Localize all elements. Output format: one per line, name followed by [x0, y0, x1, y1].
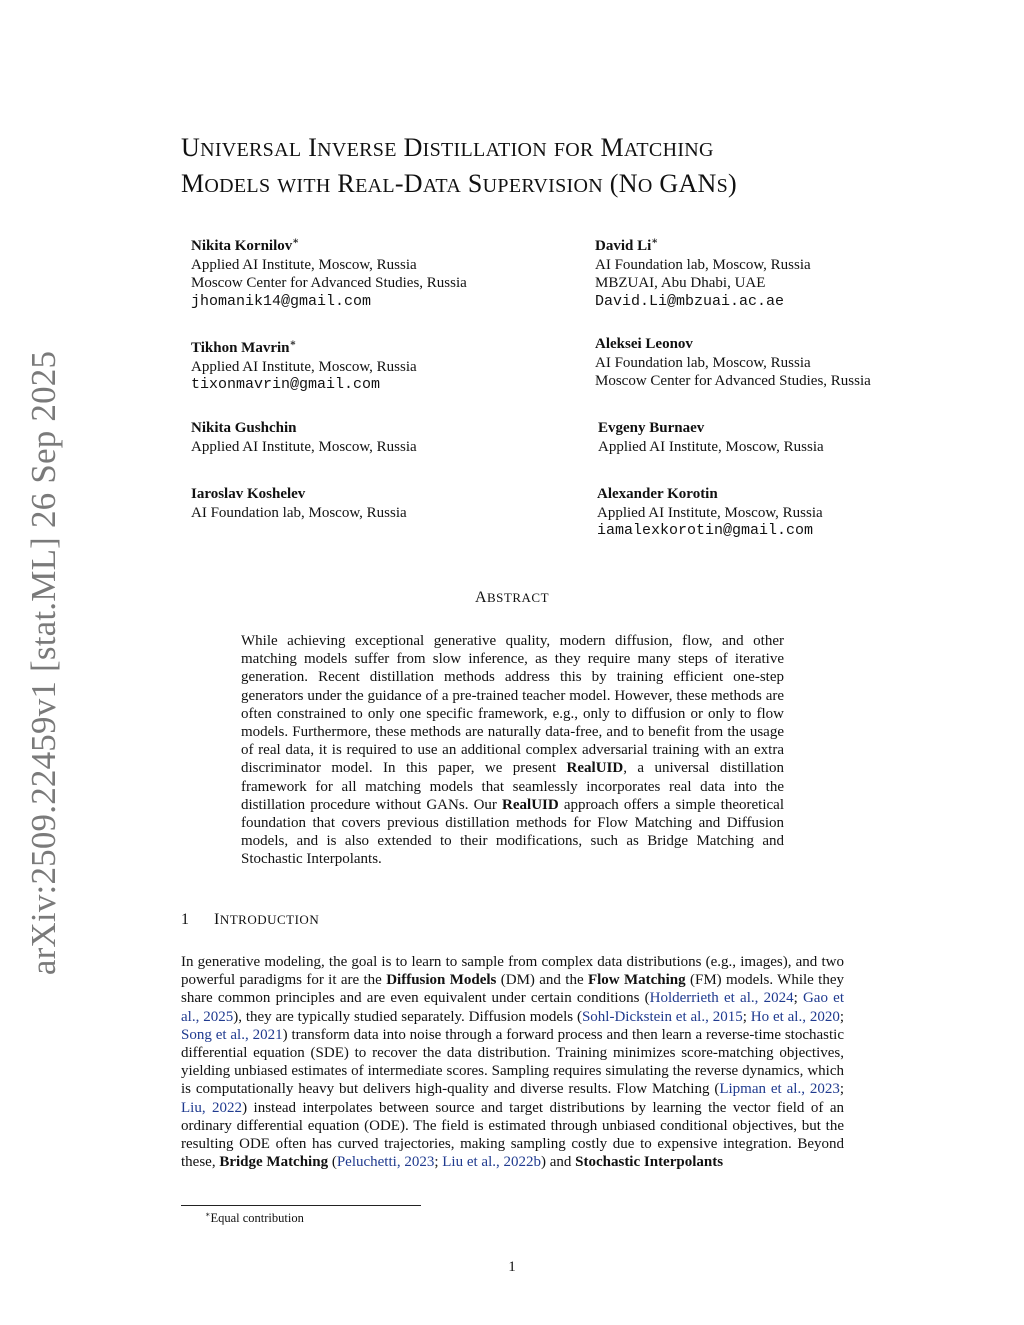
title-word: MODELS: [181, 169, 271, 198]
text-run: , a universal distillation framework for all matching models that seamlessly incorporates real data into the distillation procedure without GANs. Our: [241, 760, 785, 813]
text-run: approach offers a simple theoretical foundation that covers previous distillation methods for Flow Matching and Diffusion models, and is also extended to their modifications, such as Bridge Matching and Stochastic Interpolants.: [241, 796, 784, 868]
text-run: (DM) and the: [496, 972, 588, 989]
author-affiliation: Applied AI Institute, Moscow, Russia: [598, 438, 824, 455]
section-heading-rest: NTRODUCTION: [219, 912, 320, 927]
footnote: [205, 1210, 304, 1226]
abstract-text: [241, 632, 784, 869]
author-email: jhomanik14@gmail.com: [191, 292, 372, 310]
author-block: [595, 335, 871, 391]
author-email: tixonmavrin@gmail.com: [191, 376, 381, 393]
text-run: ) and: [540, 1154, 576, 1171]
title-word: SUPERVISION: [467, 169, 603, 198]
abstract-heading-cap: A: [474, 589, 488, 606]
author-block: [191, 335, 417, 395]
author-affiliation: Applied AI Institute, Moscow, Russia: [191, 438, 417, 455]
author-affiliation: Applied AI Institute, Moscow, Russia: [597, 504, 823, 521]
citation-link[interactable]: Holderrieth et al., 2024: [649, 990, 794, 1007]
author-affiliation: AI Foundation lab, Moscow, Russia: [595, 256, 811, 273]
section-number: 1: [181, 911, 190, 928]
citation-link[interactable]: Liu et al., 2022b: [442, 1154, 541, 1171]
author-name: Aleksei Leonov: [595, 336, 693, 352]
author-block: [597, 485, 823, 541]
title-word: DISTILLATION: [403, 133, 548, 162]
bold-term: Diffusion Models: [386, 972, 497, 989]
author-affiliation: Moscow Center for Advanced Studies, Russia: [191, 275, 467, 291]
bold-term: RealUID: [502, 796, 559, 813]
arxiv-stamp: arXiv:2509.22459v1 [stat.ML] 26 Sep 2025: [24, 350, 63, 976]
abstract-heading-rest: BSTRACT: [487, 590, 550, 605]
author-name: Nikita Gushchin: [191, 420, 297, 436]
author-affiliation: AI Foundation lab, Moscow, Russia: [191, 504, 407, 521]
title-word: MATCHING: [600, 133, 714, 162]
citation-link[interactable]: Sohl-Dickstein et al., 2015: [581, 1008, 743, 1025]
title-word: REAL: [337, 169, 395, 198]
citation-link[interactable]: Ho et al., 2020: [750, 1008, 840, 1025]
text-run: (FM) models. While they share common principles and are even equivalent under certain conditions (: [181, 972, 844, 1007]
author-name: Nikita Kornilov∗: [191, 236, 300, 254]
author-name: Alexander Korotin: [597, 486, 718, 502]
author-affiliation: Moscow Center for Advanced Studies, Russia: [595, 373, 871, 389]
paper-title: [181, 131, 861, 203]
footnote-text: Equal contribution: [210, 1211, 304, 1226]
citation-link[interactable]: Gao et al., 2025: [181, 990, 844, 1025]
author-name: David Li∗: [595, 236, 659, 254]
citation-link[interactable]: Peluchetti, 2023: [336, 1154, 435, 1171]
bold-term: RealUID: [566, 760, 624, 777]
footnote-mark: ∗: [205, 1210, 211, 1219]
text-run: ;: [839, 1008, 845, 1025]
footnote-rule: [181, 1205, 421, 1206]
author-block: [191, 233, 467, 311]
text-run: ;: [434, 1154, 443, 1171]
author-block: [191, 419, 417, 456]
bold-term: Flow Matching: [587, 972, 686, 989]
bold-term: Bridge Matching: [219, 1154, 329, 1171]
text-run: ) transform data into noise through a forward process and then learn a reverse-time stochastic differential equation (SDE) to recover the data distribution. Training minimizes score-matching objectives, yielding unbiased estimates of intermediate scores. Sampling requires simulating the reverse dynamics, which is computationally heavy but delivers high-quality and diverse results. Flow Matching (: [181, 1026, 844, 1098]
text-run: ) instead interpolates between source and target distributions by learning the vector field of an ordinary differential equation (ODE). The field is estimated through unbiased conditional objectives, but the resulting ODE often has curved trajectories, making sampling costly due to expensive integration. Beyond these,: [181, 1099, 844, 1171]
citation-link[interactable]: Song et al., 2021: [181, 1026, 283, 1043]
author-affiliation: Applied AI Institute, Moscow, Russia: [191, 358, 417, 375]
abstract-heading: [0, 589, 1024, 607]
citation-link[interactable]: Lipman et al., 2023: [719, 1081, 840, 1098]
author-name: Iaroslav Koshelev: [191, 486, 306, 502]
text-run: While achieving exceptional generative quality, modern diffusion, flow, and other matching models suffer from slow inference, as they require many steps of iterative generation. Recent distillation methods address this by training efficient one-step generators under the guidance of a pre-trained teacher model. However, these methods are often constrained to only one specific framework, e.g., only to diffusion or only to flow models. Furthermore, these methods are naturally data-free, and to benefit from the usage of real data, it is required to use an additional complex adversarial training with an extra discriminator model. In this paper, we present: [241, 633, 784, 777]
title-word: ): [728, 169, 738, 198]
title-word: GANS: [659, 169, 729, 198]
title-word: UNIVERSAL: [181, 133, 302, 162]
title-word: WITH: [277, 175, 331, 197]
author-name: Tikhon Mavrin∗: [191, 338, 297, 356]
text-run: ;: [793, 990, 803, 1007]
text-run: ;: [839, 1081, 845, 1098]
title-line-2: [181, 167, 861, 203]
title-line-1: [181, 131, 861, 167]
author-affiliation: MBZUAI, Abu Dhabi, UAE: [595, 275, 766, 291]
title-word: (NO: [609, 169, 653, 198]
text-run: In generative modeling, the goal is to learn to sample from complex data distributions (e.g., images), and two powerful paradigms for it are the: [181, 954, 844, 989]
author-affiliation: AI Foundation lab, Moscow, Russia: [595, 354, 811, 371]
title-word: -DATA: [394, 169, 462, 198]
bold-term: Stochastic Interpolants: [575, 1154, 724, 1171]
author-email: iamalexkorotin@gmail.com: [597, 522, 814, 539]
citation-link[interactable]: Liu, 2022: [181, 1099, 243, 1116]
text-run: (: [328, 1154, 337, 1171]
page-number: 1: [508, 1259, 516, 1275]
section-heading-introduction: [181, 911, 319, 929]
author-affiliation: Applied AI Institute, Moscow, Russia: [191, 256, 417, 273]
text-run: ), they are typically studied separately. Diffusion models (: [233, 1008, 582, 1025]
author-email: David.Li@mbzuai.ac.ae: [595, 292, 785, 310]
title-word: FOR: [553, 139, 594, 161]
section-heading-cap: I: [214, 911, 220, 928]
introduction-text: [181, 953, 844, 1171]
text-run: ;: [742, 1008, 751, 1025]
author-block: [598, 419, 824, 456]
author-block: [595, 233, 811, 311]
author-block: [191, 485, 407, 522]
title-word: INVERSE: [308, 133, 397, 162]
author-name: Evgeny Burnaev: [598, 420, 705, 436]
